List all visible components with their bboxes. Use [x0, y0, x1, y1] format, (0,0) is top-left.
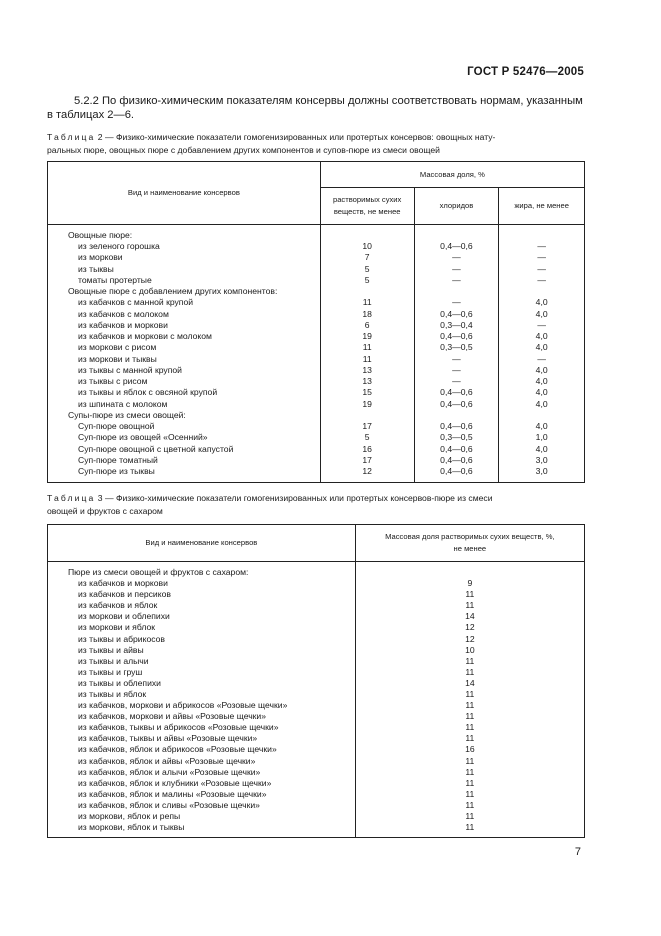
- table-row: [48, 678, 585, 689]
- table-row: [48, 309, 585, 320]
- table-row: [48, 387, 585, 398]
- row-name: Пюре из смеси овощей и фруктов с сахаром:: [68, 567, 249, 577]
- row-name: из тыквы и айвы: [78, 644, 144, 655]
- row-name: из кабачков и яблок: [78, 600, 158, 611]
- row-name: из кабачков, тыквы и абрикосов «Розовые щечки»: [78, 722, 279, 733]
- row-fat: 3,0: [499, 466, 585, 483]
- table3-caption: [47, 492, 587, 518]
- table-row: [48, 297, 585, 308]
- row-dry-matter: 14: [355, 678, 584, 689]
- row-dry-matter: 9: [355, 578, 584, 589]
- row-dry-matter: 10: [320, 241, 414, 252]
- row-name: из кабачков, яблок и абрикосов «Розовые щечки»: [78, 744, 277, 755]
- row-fat: —: [499, 264, 585, 275]
- row-fat: 4,0: [499, 387, 585, 398]
- table3-header-value-line-2: не менее: [453, 544, 487, 553]
- row-fat: [499, 286, 585, 297]
- table-row: [48, 733, 585, 744]
- row-fat: 4,0: [499, 421, 585, 432]
- row-name: из кабачков, моркови и абрикосов «Розовые щечки»: [78, 700, 288, 711]
- row-dry-matter: 11: [320, 297, 414, 308]
- row-chlorides: 0,4—0,6: [414, 455, 499, 466]
- table-row: [48, 744, 585, 755]
- row-dry-matter: 11: [355, 656, 584, 667]
- row-fat: 4,0: [499, 365, 585, 376]
- row-dry-matter: 11: [355, 756, 584, 767]
- row-chlorides: [414, 225, 499, 242]
- row-name: из кабачков, яблок и малины «Розовые щечки»: [78, 788, 267, 799]
- table-row: [48, 432, 585, 443]
- row-dry-matter: 11: [355, 767, 584, 778]
- row-name: Суп-пюре из овощей «Осенний»: [78, 432, 208, 443]
- table-row: [48, 700, 585, 711]
- table3-caption-line-1: 3 — Физико-химические показатели гомогенизированных или протертых консервов-пюре из смеси: [95, 493, 493, 503]
- table-row: [48, 778, 585, 789]
- row-dry-matter: 16: [320, 444, 414, 455]
- row-name: из моркови с рисом: [78, 342, 157, 353]
- row-chlorides: —: [414, 365, 499, 376]
- row-chlorides: 0,4—0,6: [414, 399, 499, 410]
- row-fat: —: [499, 354, 585, 365]
- row-dry-matter: 5: [320, 264, 414, 275]
- row-fat: [499, 225, 585, 242]
- row-name: из кабачков, яблок и клубники «Розовые щечки»: [78, 777, 272, 788]
- row-name: из моркови, яблок и тыквы: [78, 822, 185, 833]
- table-row: [48, 562, 585, 579]
- table-row: [48, 600, 585, 611]
- row-chlorides: 0,4—0,6: [414, 241, 499, 252]
- row-dry-matter: 11: [355, 789, 584, 800]
- row-fat: 4,0: [499, 444, 585, 455]
- row-name: из тыквы и абрикосов: [78, 633, 165, 644]
- intro-paragraph: [47, 94, 587, 122]
- row-dry-matter: 11: [355, 778, 584, 789]
- row-dry-matter: 17: [320, 455, 414, 466]
- table-row: [48, 241, 585, 252]
- row-chlorides: 0,3—0,5: [414, 342, 499, 353]
- table-row: [48, 455, 585, 466]
- row-fat: [499, 410, 585, 421]
- row-name: из моркови: [78, 252, 123, 263]
- row-name: из тыквы и облепихи: [78, 677, 161, 688]
- row-fat: 4,0: [499, 376, 585, 387]
- row-dry-matter: 19: [320, 331, 414, 342]
- row-fat: 4,0: [499, 297, 585, 308]
- table2-caption-line-1: 2 — Физико-химические показатели гомогенизированных или протертых консервов: овощных нату-: [95, 132, 496, 142]
- row-name: из кабачков с молоком: [78, 308, 169, 319]
- row-fat: —: [499, 275, 585, 286]
- row-name: из тыквы и яблок: [78, 688, 147, 699]
- table-row: [48, 410, 585, 421]
- intro-line-1: 5.2.2 По физико-химическим показателям консервы должны соответствовать нормам, указанным: [74, 95, 583, 107]
- document-id: ГОСТ Р 52476—2005: [467, 66, 584, 78]
- table-row: [48, 711, 585, 722]
- row-name: из кабачков, яблок и айвы «Розовые щечки»: [78, 755, 256, 766]
- row-name: Суп-пюре из тыквы: [78, 466, 155, 476]
- table2-header-dry: [320, 188, 414, 225]
- table2-header-chlorides: хлоридов: [414, 188, 499, 225]
- table-row: [48, 578, 585, 589]
- table-row: [48, 331, 585, 342]
- row-dry-matter: 11: [355, 722, 584, 733]
- table2-caption-label: Таблица: [47, 132, 96, 142]
- row-chlorides: [414, 286, 499, 297]
- table-row: [48, 286, 585, 297]
- row-dry-matter: 17: [320, 421, 414, 432]
- table3: [47, 524, 585, 838]
- table-row: [48, 376, 585, 387]
- row-name: из кабачков и персиков: [78, 589, 171, 600]
- table-row: [48, 767, 585, 778]
- table2-header-name: Вид и наименование консервов: [48, 162, 321, 225]
- table-row: [48, 320, 585, 331]
- row-fat: 3,0: [499, 455, 585, 466]
- row-name: Суп-пюре томатный: [78, 454, 158, 465]
- row-dry-matter: 6: [320, 320, 414, 331]
- table-row: [48, 656, 585, 667]
- row-chlorides: 0,4—0,6: [414, 444, 499, 455]
- row-name: из кабачков, яблок и сливы «Розовые щечки»: [78, 799, 260, 810]
- page-number: 7: [574, 846, 581, 858]
- row-name: Суп-пюре овощной: [78, 421, 155, 432]
- row-dry-matter: 11: [355, 600, 584, 611]
- row-dry-matter: 11: [320, 354, 414, 365]
- table-row: [48, 789, 585, 800]
- table-row: [48, 342, 585, 353]
- row-name: из тыквы: [78, 263, 114, 274]
- table2-header-fat: жира, не менее: [499, 188, 585, 225]
- table-row: [48, 722, 585, 733]
- table3-header-value-line-1: Массовая доля растворимых сухих веществ, %,: [385, 532, 555, 541]
- row-name: из тыквы и яблок с овсяной крупой: [78, 387, 218, 398]
- row-fat: 4,0: [499, 399, 585, 410]
- row-name: Супы-пюре из смеси овощей:: [68, 409, 186, 420]
- row-name: из кабачков с манной крупой: [78, 297, 194, 308]
- row-name: из кабачков, тыквы и айвы «Розовые щечки»: [78, 733, 258, 744]
- row-name: из моркови, яблок и репы: [78, 811, 181, 822]
- row-name: из тыквы с рисом: [78, 376, 148, 387]
- table-row: [48, 589, 585, 600]
- row-chlorides: 0,4—0,6: [414, 309, 499, 320]
- row-dry-matter: [320, 225, 414, 242]
- row-name: томаты протертые: [78, 274, 152, 285]
- table2-header-dry-line-2: веществ, не менее: [333, 207, 401, 216]
- row-dry-matter: 11: [355, 711, 584, 722]
- row-dry-matter: [320, 286, 414, 297]
- row-fat: —: [499, 320, 585, 331]
- row-dry-matter: 11: [355, 733, 584, 744]
- row-dry-matter: 10: [355, 645, 584, 656]
- table-row: [48, 444, 585, 455]
- row-chlorides: 0,3—0,5: [414, 432, 499, 443]
- table-row: [48, 421, 585, 432]
- table-row: [48, 354, 585, 365]
- row-chlorides: [414, 410, 499, 421]
- row-chlorides: —: [414, 252, 499, 263]
- table3-caption-label: Таблица: [47, 493, 96, 503]
- table-row: [48, 622, 585, 633]
- row-chlorides: —: [414, 275, 499, 286]
- row-name: из кабачков и моркови: [78, 319, 168, 330]
- row-dry-matter: 11: [355, 822, 584, 838]
- row-dry-matter: 15: [320, 387, 414, 398]
- row-name: из моркови и яблок: [78, 622, 156, 633]
- row-name: Суп-пюре овощной с цветной капустой: [78, 443, 234, 454]
- table-row: [48, 611, 585, 622]
- row-dry-matter: 5: [320, 432, 414, 443]
- row-dry-matter: 19: [320, 399, 414, 410]
- row-name: из шпината с молоком: [78, 398, 168, 409]
- table-row: [48, 633, 585, 644]
- row-dry-matter: 11: [355, 811, 584, 822]
- table2: [47, 161, 585, 483]
- row-dry-matter: 16: [355, 744, 584, 755]
- row-dry-matter: 11: [320, 342, 414, 353]
- row-dry-matter: 11: [355, 700, 584, 711]
- table-row: [48, 252, 585, 263]
- row-name: из кабачков, моркови и айвы «Розовые щечки»: [78, 711, 267, 722]
- table-row: [48, 645, 585, 656]
- row-dry-matter: 11: [355, 667, 584, 678]
- row-dry-matter: 11: [355, 689, 584, 700]
- row-name: из зеленого горошка: [78, 241, 160, 252]
- row-chlorides: —: [414, 297, 499, 308]
- row-fat: —: [499, 252, 585, 263]
- row-fat: 4,0: [499, 342, 585, 353]
- row-chlorides: —: [414, 264, 499, 275]
- table-row: [48, 800, 585, 811]
- table3-caption-line-2: овощей и фруктов с сахаром: [47, 506, 163, 516]
- intro-line-2: в таблицах 2—6.: [47, 109, 135, 121]
- row-dry-matter: 13: [320, 376, 414, 387]
- row-chlorides: 0,3—0,4: [414, 320, 499, 331]
- row-name: из моркови и тыквы: [78, 353, 157, 364]
- table2-caption-line-2: ральных пюре, овощных пюре с добавлением других компонентов и супов-пюре из смеси овощей: [47, 145, 440, 155]
- row-name: из тыквы и алычи: [78, 655, 149, 666]
- table-row: [48, 264, 585, 275]
- table-row: [48, 811, 585, 822]
- row-chlorides: —: [414, 376, 499, 387]
- table-row: [48, 275, 585, 286]
- table-row: [48, 756, 585, 767]
- row-name: из кабачков и моркови с молоком: [78, 331, 212, 342]
- row-name: из кабачков и моркови: [78, 578, 168, 589]
- table2-header-dry-line-1: растворимых сухих: [332, 195, 402, 204]
- row-chlorides: —: [414, 354, 499, 365]
- table3-header-name: Вид и наименование консервов: [48, 525, 356, 562]
- row-dry-matter: 13: [320, 365, 414, 376]
- row-name: из тыквы и груш: [78, 666, 143, 677]
- row-name: Овощные пюре с добавлением других компонентов:: [68, 286, 278, 297]
- row-dry-matter: 12: [355, 622, 584, 633]
- table-row: [48, 689, 585, 700]
- table-row: [48, 225, 585, 242]
- row-dry-matter: 5: [320, 275, 414, 286]
- row-fat: 4,0: [499, 309, 585, 320]
- table3-header-value: [355, 525, 584, 562]
- table-row: [48, 399, 585, 410]
- table-row: [48, 466, 585, 483]
- row-fat: —: [499, 241, 585, 252]
- row-name: из кабачков, яблок и алычи «Розовые щечки»: [78, 766, 261, 777]
- row-dry-matter: 7: [320, 252, 414, 263]
- row-dry-matter: 18: [320, 309, 414, 320]
- table2-body: [48, 225, 585, 483]
- row-chlorides: 0,4—0,6: [414, 331, 499, 342]
- table2-header-group: Массовая доля, %: [320, 162, 584, 188]
- table-row: [48, 365, 585, 376]
- row-fat: 4,0: [499, 331, 585, 342]
- table3-body: [48, 562, 585, 838]
- row-chlorides: 0,4—0,6: [414, 466, 499, 483]
- row-chlorides: 0,4—0,6: [414, 421, 499, 432]
- row-name: из моркови и облепихи: [78, 611, 170, 622]
- row-dry-matter: 11: [355, 589, 584, 600]
- row-dry-matter: 12: [320, 466, 414, 483]
- row-dry-matter: 12: [355, 633, 584, 644]
- row-chlorides: 0,4—0,6: [414, 387, 499, 398]
- table2-caption: [47, 131, 587, 157]
- row-name: из тыквы с манной крупой: [78, 364, 182, 375]
- table-row: [48, 667, 585, 678]
- row-fat: 1,0: [499, 432, 585, 443]
- row-dry-matter: 11: [355, 800, 584, 811]
- row-dry-matter: [355, 562, 584, 579]
- row-dry-matter: 14: [355, 611, 584, 622]
- table-row: [48, 822, 585, 838]
- row-dry-matter: [320, 410, 414, 421]
- row-name: Овощные пюре:: [68, 230, 133, 240]
